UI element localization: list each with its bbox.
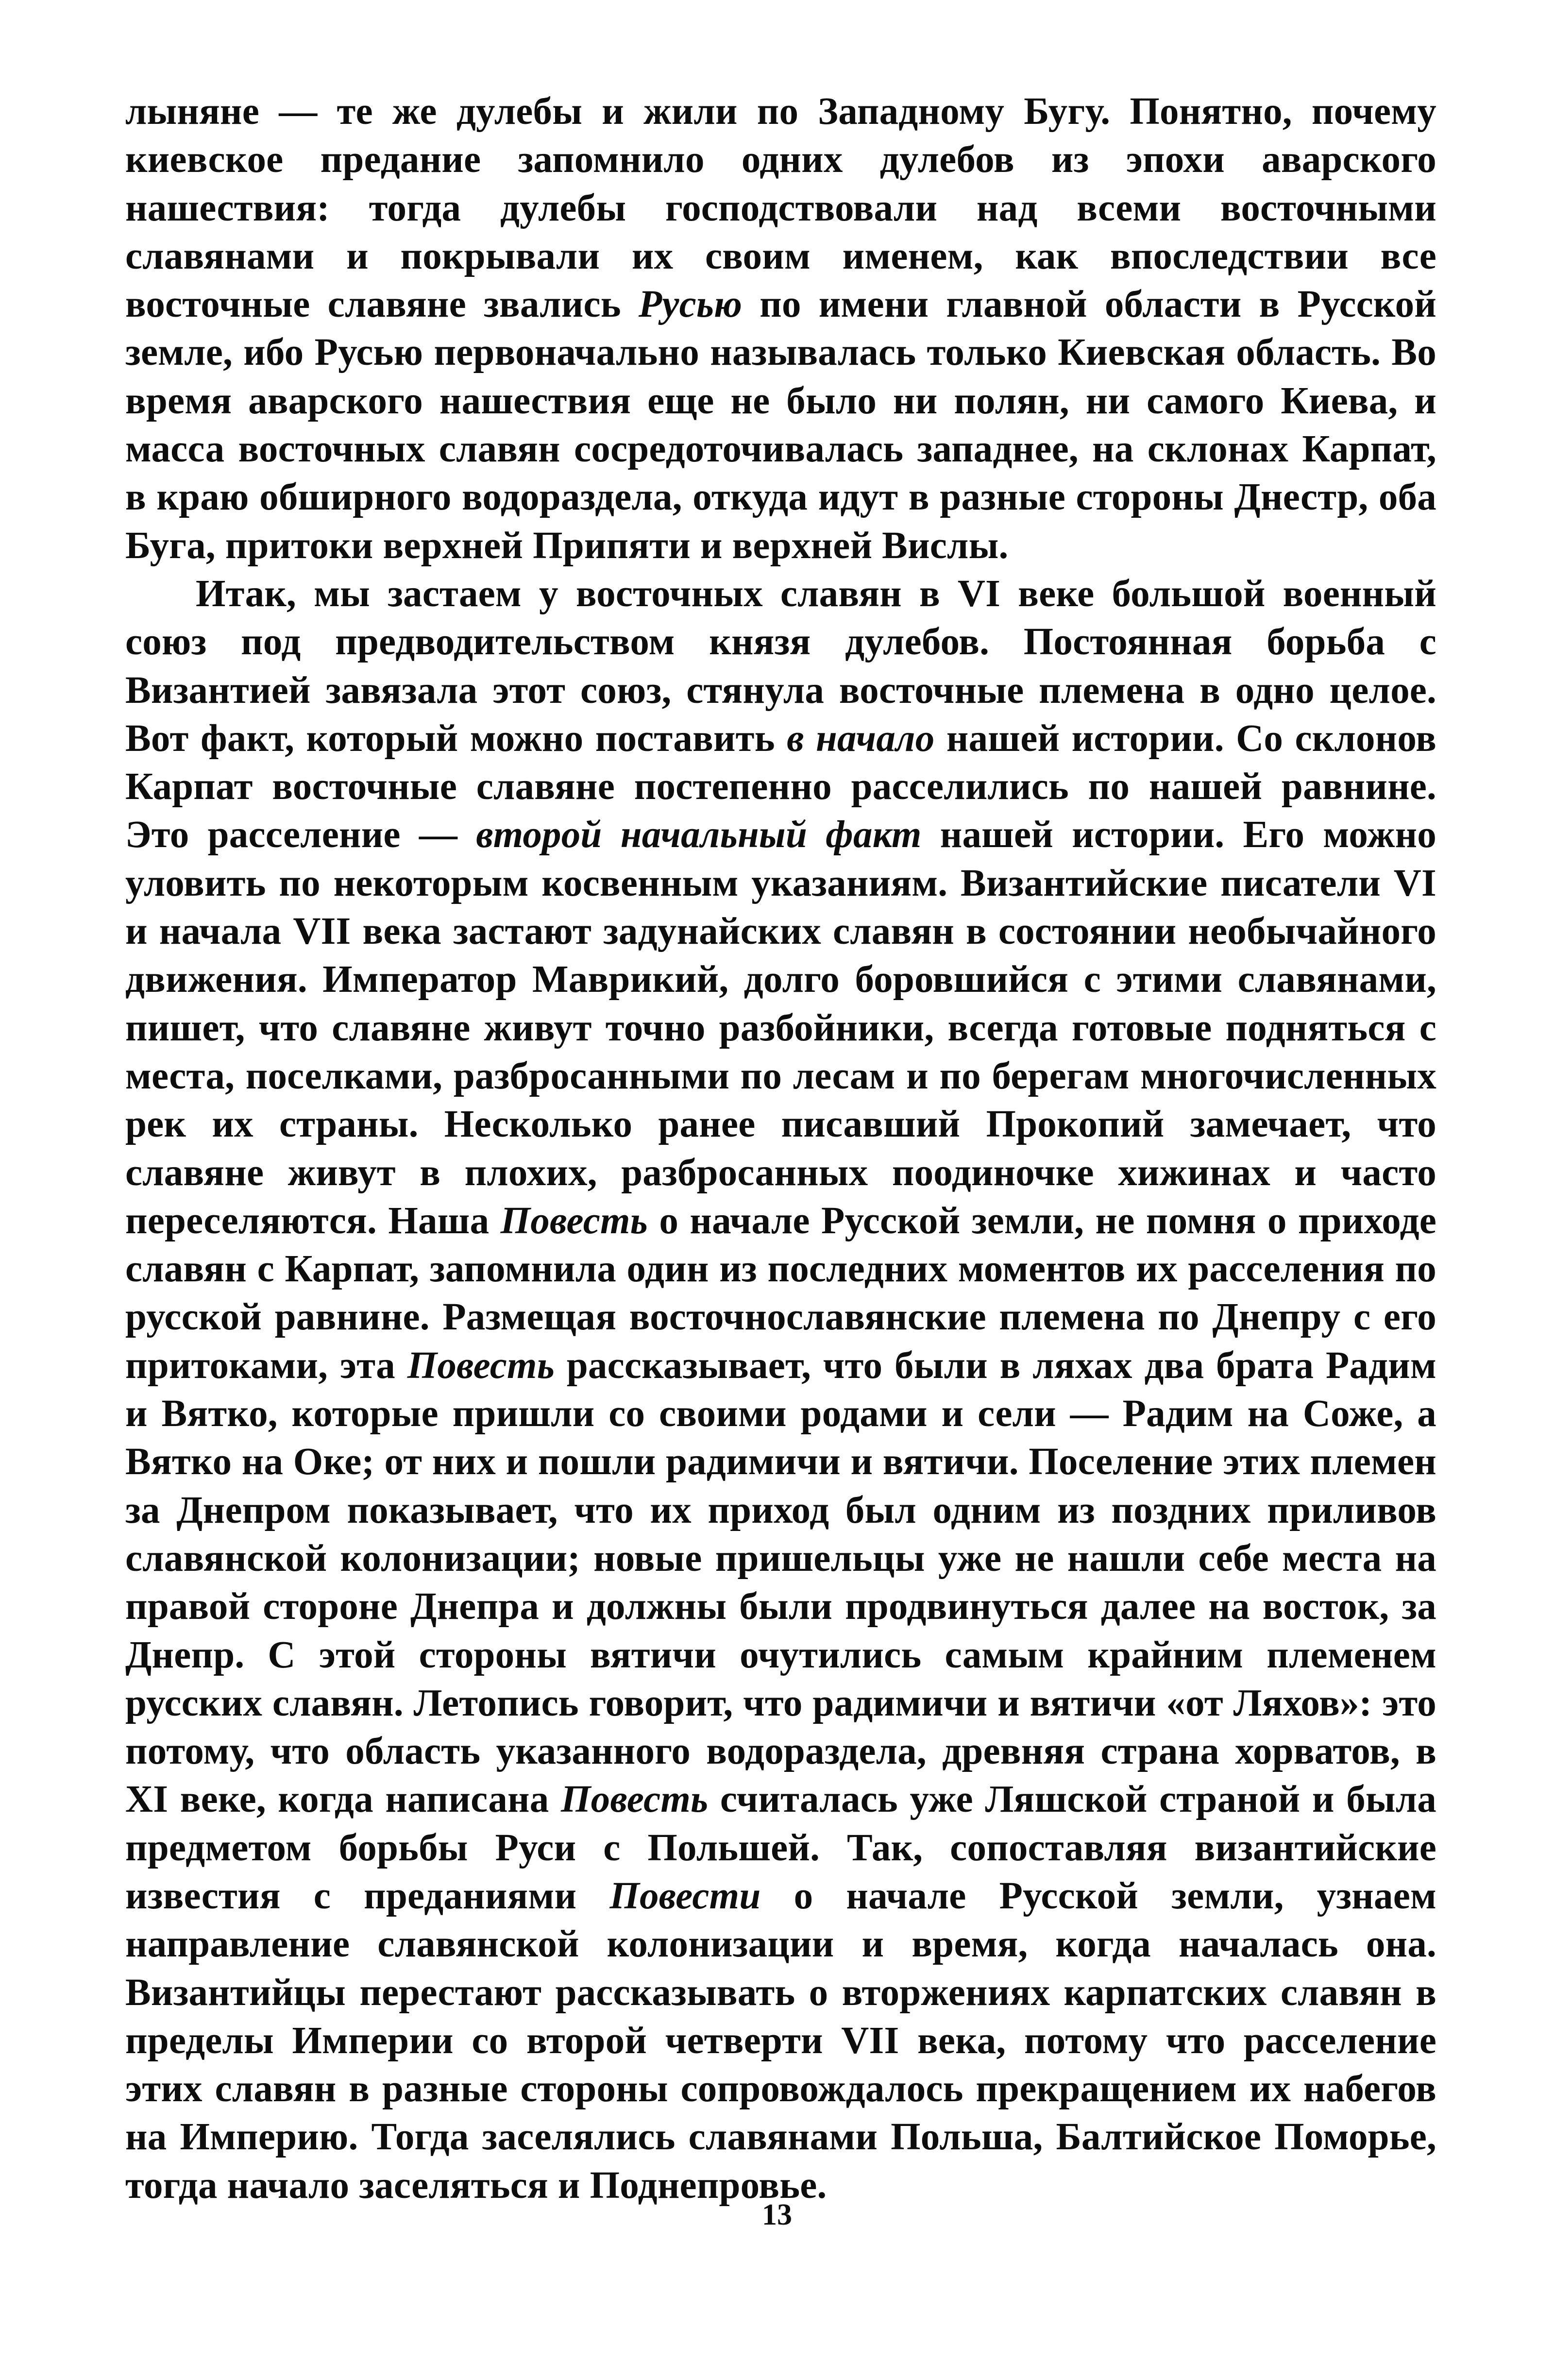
italic-run: Повести [609, 1874, 761, 1917]
text-run: лыняне — те же дулебы и жили по Западному Бугу. Понятно, почему киевское предание запомнило одних дулебов из эпохи аварского нашествия: тогда дулебы господствовали над всеми восточными славянами и покрывали их своим именем, как впоследствии все восточные славяне звались [125, 90, 1436, 326]
italic-run: Повесть [500, 1199, 648, 1242]
page-number: 13 [762, 2198, 792, 2231]
body-text [125, 87, 1436, 2210]
text-run: о начале Русской земли, не помня о приходе славян с Карпат, запомнила один из последних моментов их расселения по русской равнине. Размещая восточнославянские племена по Днепру с его притоками, эта [125, 1199, 1437, 1387]
paragraph-2 [125, 570, 1436, 2210]
italic-run: в начало [787, 717, 935, 760]
text-run: нашей истории. Его можно уловить по некоторым косвенным указаниям. Византийские писатели VI и начала VII века застают задунайских славян в состоянии необычайного движения. Император Маврикий, долго боровшийся с этими славянами, пишет, что славяне живут точно разбойники, всегда готовые подняться с места, поселками, разбросанными по лесам и по берегам многочисленных рек их страны. Несколько ранее писавший Прокопий замечает, что славяне живут в плохих, разбросанных поодиночке хижинах и часто переселяются. Наша [125, 814, 1436, 1242]
text-run: нашей истории. Со склонов Карпат восточные славяне постепенно расселились по нашей равнине. Это расселение — [125, 717, 1436, 856]
text-run: Итак, мы застаем у восточных славян в VI веке большой военный союз под предводительством князя дулебов. Постоянная борьба с Византией завязала этот союз, стянула восточные племена в одно целое. Вот факт, который можно поставить [125, 572, 1436, 760]
paragraph-1 [125, 87, 1436, 570]
italic-run: Русью [638, 283, 743, 326]
italic-run: Повесть [407, 1344, 555, 1387]
italic-run: второй начальный факт [476, 814, 922, 856]
italic-run: Повесть [561, 1778, 709, 1821]
text-run: рассказывает, что были в ляхах два брата Радим и Вятко, которые пришли со своими родами и сели — Радим на Соже, а Вятко на Оке; от них и пошли радимичи и вятичи. Поселение этих племен за Днепром показывает, что их приход был одним из поздних приливов славянской колонизации; новые пришельцы уже не нашли себе места на правой стороне Днепра и должны были продвинуться далее на восток, за Днепр. С этой стороны вятичи очутились самым крайним племенем русских славян. Летопись говорит, что радимичи и вятичи «от Ляхов»: это потому, что область указанного водораздела, древняя страна хорватов, в XI веке, когда написана [125, 1344, 1436, 1821]
text-run: считалась уже Ляшской страной и была предметом борьбы Руси с Польшей. Так, сопоставляя византийские известия с преданиями [125, 1778, 1436, 1917]
text-run: по имени главной области в Русской земле, ибо Русью первоначально называлась только Киевская область. Во время аварского нашествия еще не было ни полян, ни самого Киева, и масса восточных славян сосредоточивалась западнее, на склонах Карпат, в краю обширного водораздела, откуда идут в разные стороны Днестр, оба Буга, притоки верхней Припяти и верхней Вислы. [125, 283, 1436, 567]
text-run: о начале Русской земли, узнаем направление славянской колонизации и время, когда началась она. Византийцы перестают рассказывать о вторжениях карпатских славян в пределы Империи со второй четверти VII века, потому что расселение этих славян в разные стороны сопровождалось прекращением их набегов на Империю. Тогда заселялись славянами Польша, Балтийское Поморье, тогда начало заселяться и Поднепровье. [125, 1874, 1436, 2207]
